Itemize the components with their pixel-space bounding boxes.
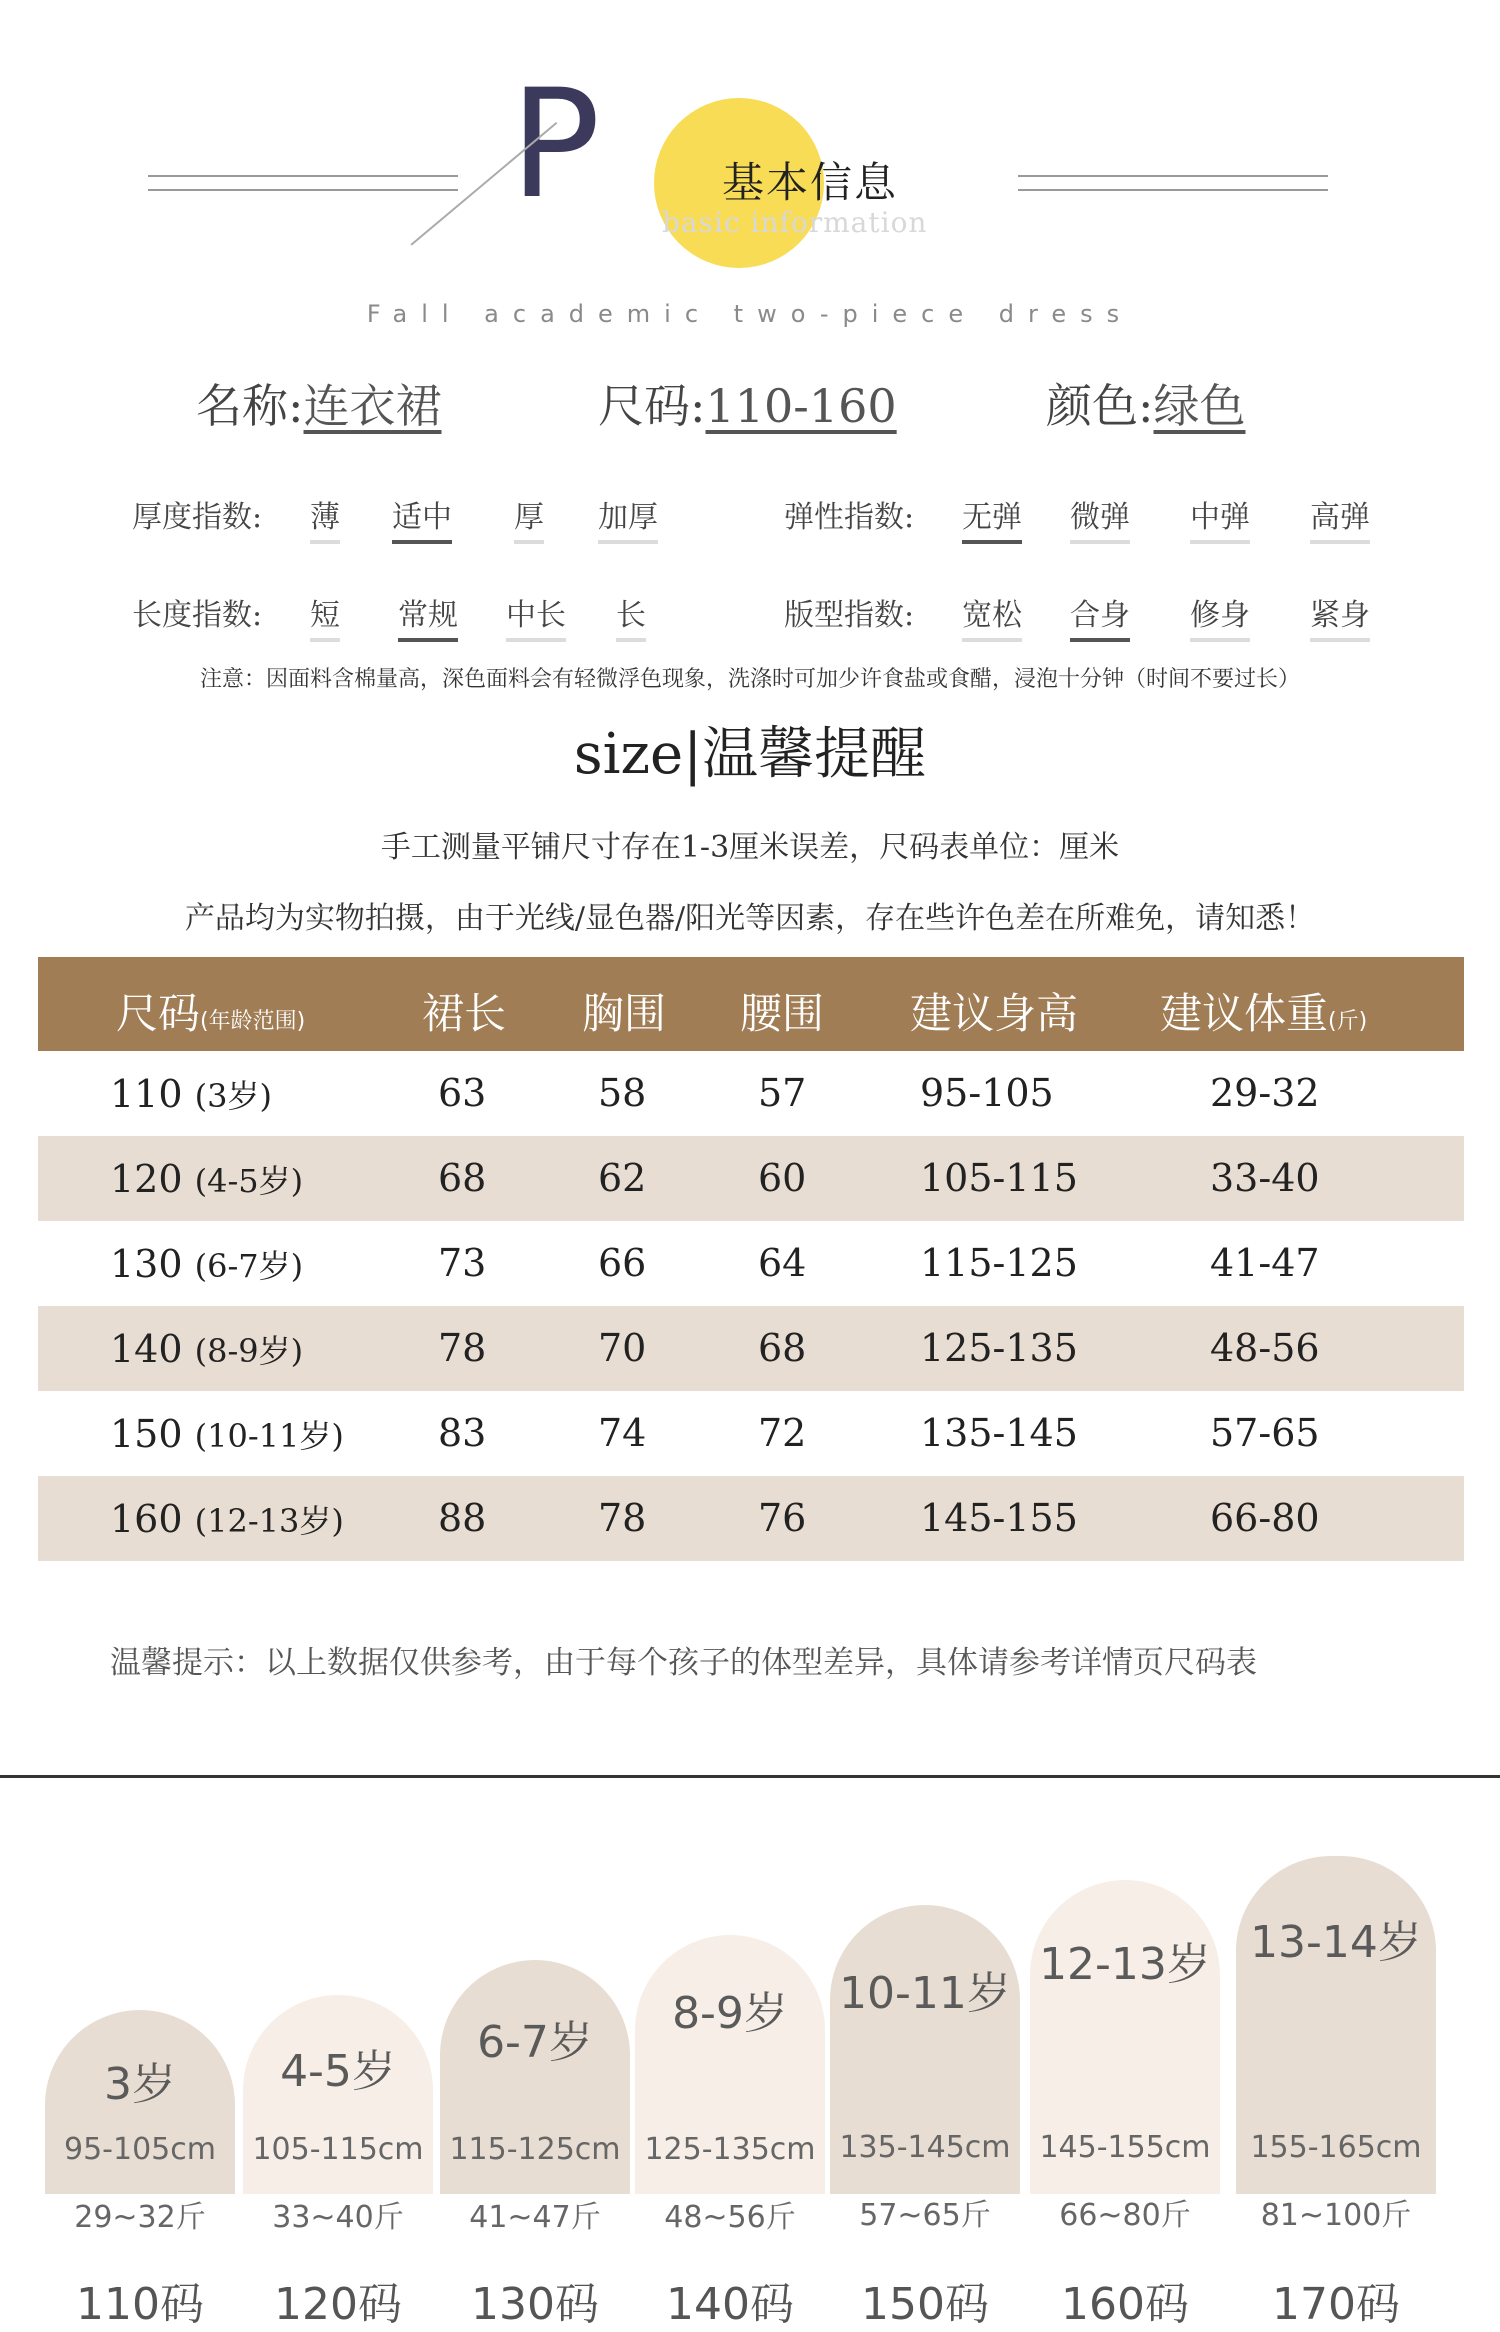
th-size: [116, 981, 305, 1041]
size-code: 160码: [1061, 2279, 1189, 2330]
cell-waist: 64: [758, 1241, 807, 1285]
header-line-left: [148, 175, 458, 191]
elasticity-option: 中弹: [1190, 492, 1250, 544]
size-card: [830, 1905, 1020, 2233]
elasticity-option: 微弹: [1070, 492, 1130, 544]
cell-height: 105-115: [920, 1156, 1078, 1200]
size-card: [1030, 1880, 1220, 2233]
cell-size: 160 (12-13岁): [110, 1497, 344, 1541]
size-card: [45, 2010, 235, 2235]
thickness-index-label: 厚度指数:: [132, 500, 263, 535]
thickness-option: 厚: [514, 492, 544, 544]
size-code: 150码: [861, 2279, 989, 2330]
th-weight: [1160, 981, 1367, 1041]
info-color: [1046, 370, 1246, 436]
cell-dress-length: 68: [438, 1156, 487, 1200]
cell-weight: 48-56: [1210, 1326, 1320, 1370]
size-card: [243, 1995, 433, 2235]
info-name-value: 连衣裙: [303, 379, 442, 433]
length-index-label: 长度指数:: [132, 598, 263, 633]
cell-height: 135-145: [920, 1411, 1078, 1455]
cell-bust: 74: [598, 1411, 647, 1455]
size-code: 140码: [666, 2279, 794, 2330]
cell-height: 95-105: [920, 1071, 1054, 1115]
cell-dress-length: 73: [438, 1241, 487, 1285]
fit-option: 宽松: [962, 590, 1022, 642]
table-row: [38, 1136, 1464, 1221]
reference-tip: 温馨提示：以上数据仅供参考，由于每个孩子的体型差异，具体请参考详情页尺码表: [110, 1645, 1257, 1681]
cell-bust: 58: [598, 1071, 647, 1115]
card-age: 12-13岁: [1039, 1939, 1211, 1990]
cell-weight: 33-40: [1210, 1156, 1320, 1200]
card-age: 10-11岁: [839, 1968, 1011, 2019]
card-height: 145-155cm: [1039, 2130, 1211, 2165]
card-age: 13-14岁: [1250, 1917, 1422, 1968]
cell-waist: 76: [758, 1496, 807, 1540]
cell-size: 140 (8-9岁): [110, 1327, 304, 1371]
card-height: 135-145cm: [839, 2130, 1011, 2165]
info-size-label: 尺码:: [598, 379, 706, 433]
info-color-value: 绿色: [1153, 379, 1246, 433]
info-size: [598, 370, 897, 436]
info-size-value: 110-160: [705, 379, 897, 433]
tagline: Fall academic two-piece dress: [366, 300, 1134, 328]
length-option: 中长: [506, 590, 566, 642]
info-name: [196, 370, 442, 436]
cell-size: 120 (4-5岁): [110, 1157, 304, 1201]
size-card: [635, 1935, 825, 2235]
cell-dress-length: 78: [438, 1326, 487, 1370]
length-option-selected: 常规: [398, 590, 458, 642]
card-height: 155-165cm: [1250, 2130, 1422, 2165]
size-code: 120码: [274, 2279, 402, 2330]
th-age-range: (年龄范围): [200, 1009, 306, 1034]
th-waist: 腰围: [740, 989, 825, 1038]
cell-height: 125-135: [920, 1326, 1078, 1370]
card-weight: 29~32斤: [74, 2200, 206, 2235]
cell-waist: 72: [758, 1411, 807, 1455]
info-color-label: 颜色:: [1046, 379, 1154, 433]
cell-size: 130 (6-7岁): [110, 1242, 304, 1286]
care-note: 注意：因面料含棉量高，深色面料会有轻微浮色现象，洗涤时可加少许食盐或食醋，浸泡十分钟（时间不要过长）: [199, 667, 1300, 692]
length-option: 短: [310, 590, 340, 642]
length-option: 长: [616, 590, 646, 642]
measurement-note: 手工测量平铺尺寸存在1-3厘米误差，尺码表单位：厘米: [380, 830, 1120, 865]
header-letter: P: [510, 58, 601, 232]
cell-height: 145-155: [920, 1496, 1078, 1540]
table-row: [38, 1051, 1464, 1136]
card-weight: 57~65斤: [859, 2198, 991, 2233]
cell-dress-length: 63: [438, 1071, 487, 1115]
cell-dress-length: 83: [438, 1411, 487, 1455]
header-subtitle: basic information: [662, 206, 928, 239]
card-age: 4-5岁: [280, 2046, 396, 2097]
cell-bust: 66: [598, 1241, 647, 1285]
elasticity-option-selected: 无弹: [962, 492, 1022, 544]
size-code: 170码: [1272, 2279, 1400, 2330]
cell-waist: 60: [758, 1156, 807, 1200]
size-table-header: [38, 957, 1464, 1051]
card-weight: 81~100斤: [1260, 2198, 1412, 2233]
card-weight: 33~40斤: [272, 2200, 404, 2235]
size-card: [440, 1960, 630, 2235]
cell-weight: 41-47: [1210, 1241, 1320, 1285]
size-code: 110码: [76, 2279, 204, 2330]
thickness-option: 薄: [310, 492, 340, 544]
card-weight: 66~80斤: [1059, 2198, 1191, 2233]
size-card: [1236, 1856, 1436, 2233]
cell-dress-length: 88: [438, 1496, 487, 1540]
th-size-label: 尺码: [116, 989, 201, 1038]
elasticity-index-label: 弹性指数:: [784, 500, 915, 535]
card-height: 115-125cm: [449, 2132, 621, 2167]
table-row: [38, 1391, 1464, 1476]
cell-waist: 68: [758, 1326, 807, 1370]
card-height: 105-115cm: [252, 2132, 424, 2167]
cell-height: 115-125: [920, 1241, 1078, 1285]
table-row: [38, 1476, 1464, 1561]
color-note: 产品均为实物拍摄，由于光线/显色器/阳光等因素，存在些许色差在所难免，请知悉！: [184, 901, 1316, 936]
cell-waist: 57: [758, 1071, 807, 1115]
th-height: 建议身高: [910, 989, 1079, 1038]
card-age: 6-7岁: [477, 2017, 593, 2068]
card-weight: 41~47斤: [469, 2200, 601, 2235]
cell-weight: 29-32: [1210, 1071, 1320, 1115]
cell-bust: 62: [598, 1156, 647, 1200]
cell-size: 150 (10-11岁): [110, 1412, 344, 1456]
cell-bust: 70: [598, 1326, 647, 1370]
header-title: 基本信息: [722, 158, 899, 207]
size-code: 130码: [471, 2279, 599, 2330]
cell-weight: 57-65: [1210, 1411, 1320, 1455]
th-weight-label: 建议体重: [1160, 989, 1329, 1038]
card-age: 3岁: [104, 2059, 176, 2110]
th-weight-unit: (斤): [1328, 1009, 1368, 1034]
cell-bust: 78: [598, 1496, 647, 1540]
info-name-label: 名称:: [196, 379, 304, 433]
fit-option: 紧身: [1310, 590, 1370, 642]
thickness-option-selected: 适中: [392, 492, 452, 544]
fit-index-label: 版型指数:: [784, 598, 915, 633]
card-height: 125-135cm: [644, 2132, 816, 2167]
fit-option: 修身: [1190, 590, 1250, 642]
cell-weight: 66-80: [1210, 1496, 1320, 1540]
section-divider: [0, 1775, 1500, 1778]
table-row: [38, 1221, 1464, 1306]
fit-option-selected: 合身: [1070, 590, 1130, 642]
cell-size: 110 (3岁): [110, 1072, 272, 1116]
table-row: [38, 1306, 1464, 1391]
card-height: 95-105cm: [64, 2132, 216, 2167]
th-dress-length: 裙长: [422, 989, 507, 1038]
elasticity-option: 高弹: [1310, 492, 1370, 544]
th-bust: 胸围: [582, 989, 667, 1038]
size-title: size|温馨提醒: [573, 722, 927, 787]
card-age: 8-9岁: [672, 1988, 788, 2039]
thickness-option: 加厚: [598, 492, 658, 544]
card-weight: 48~56斤: [664, 2200, 796, 2235]
header-line-right: [1018, 175, 1328, 191]
